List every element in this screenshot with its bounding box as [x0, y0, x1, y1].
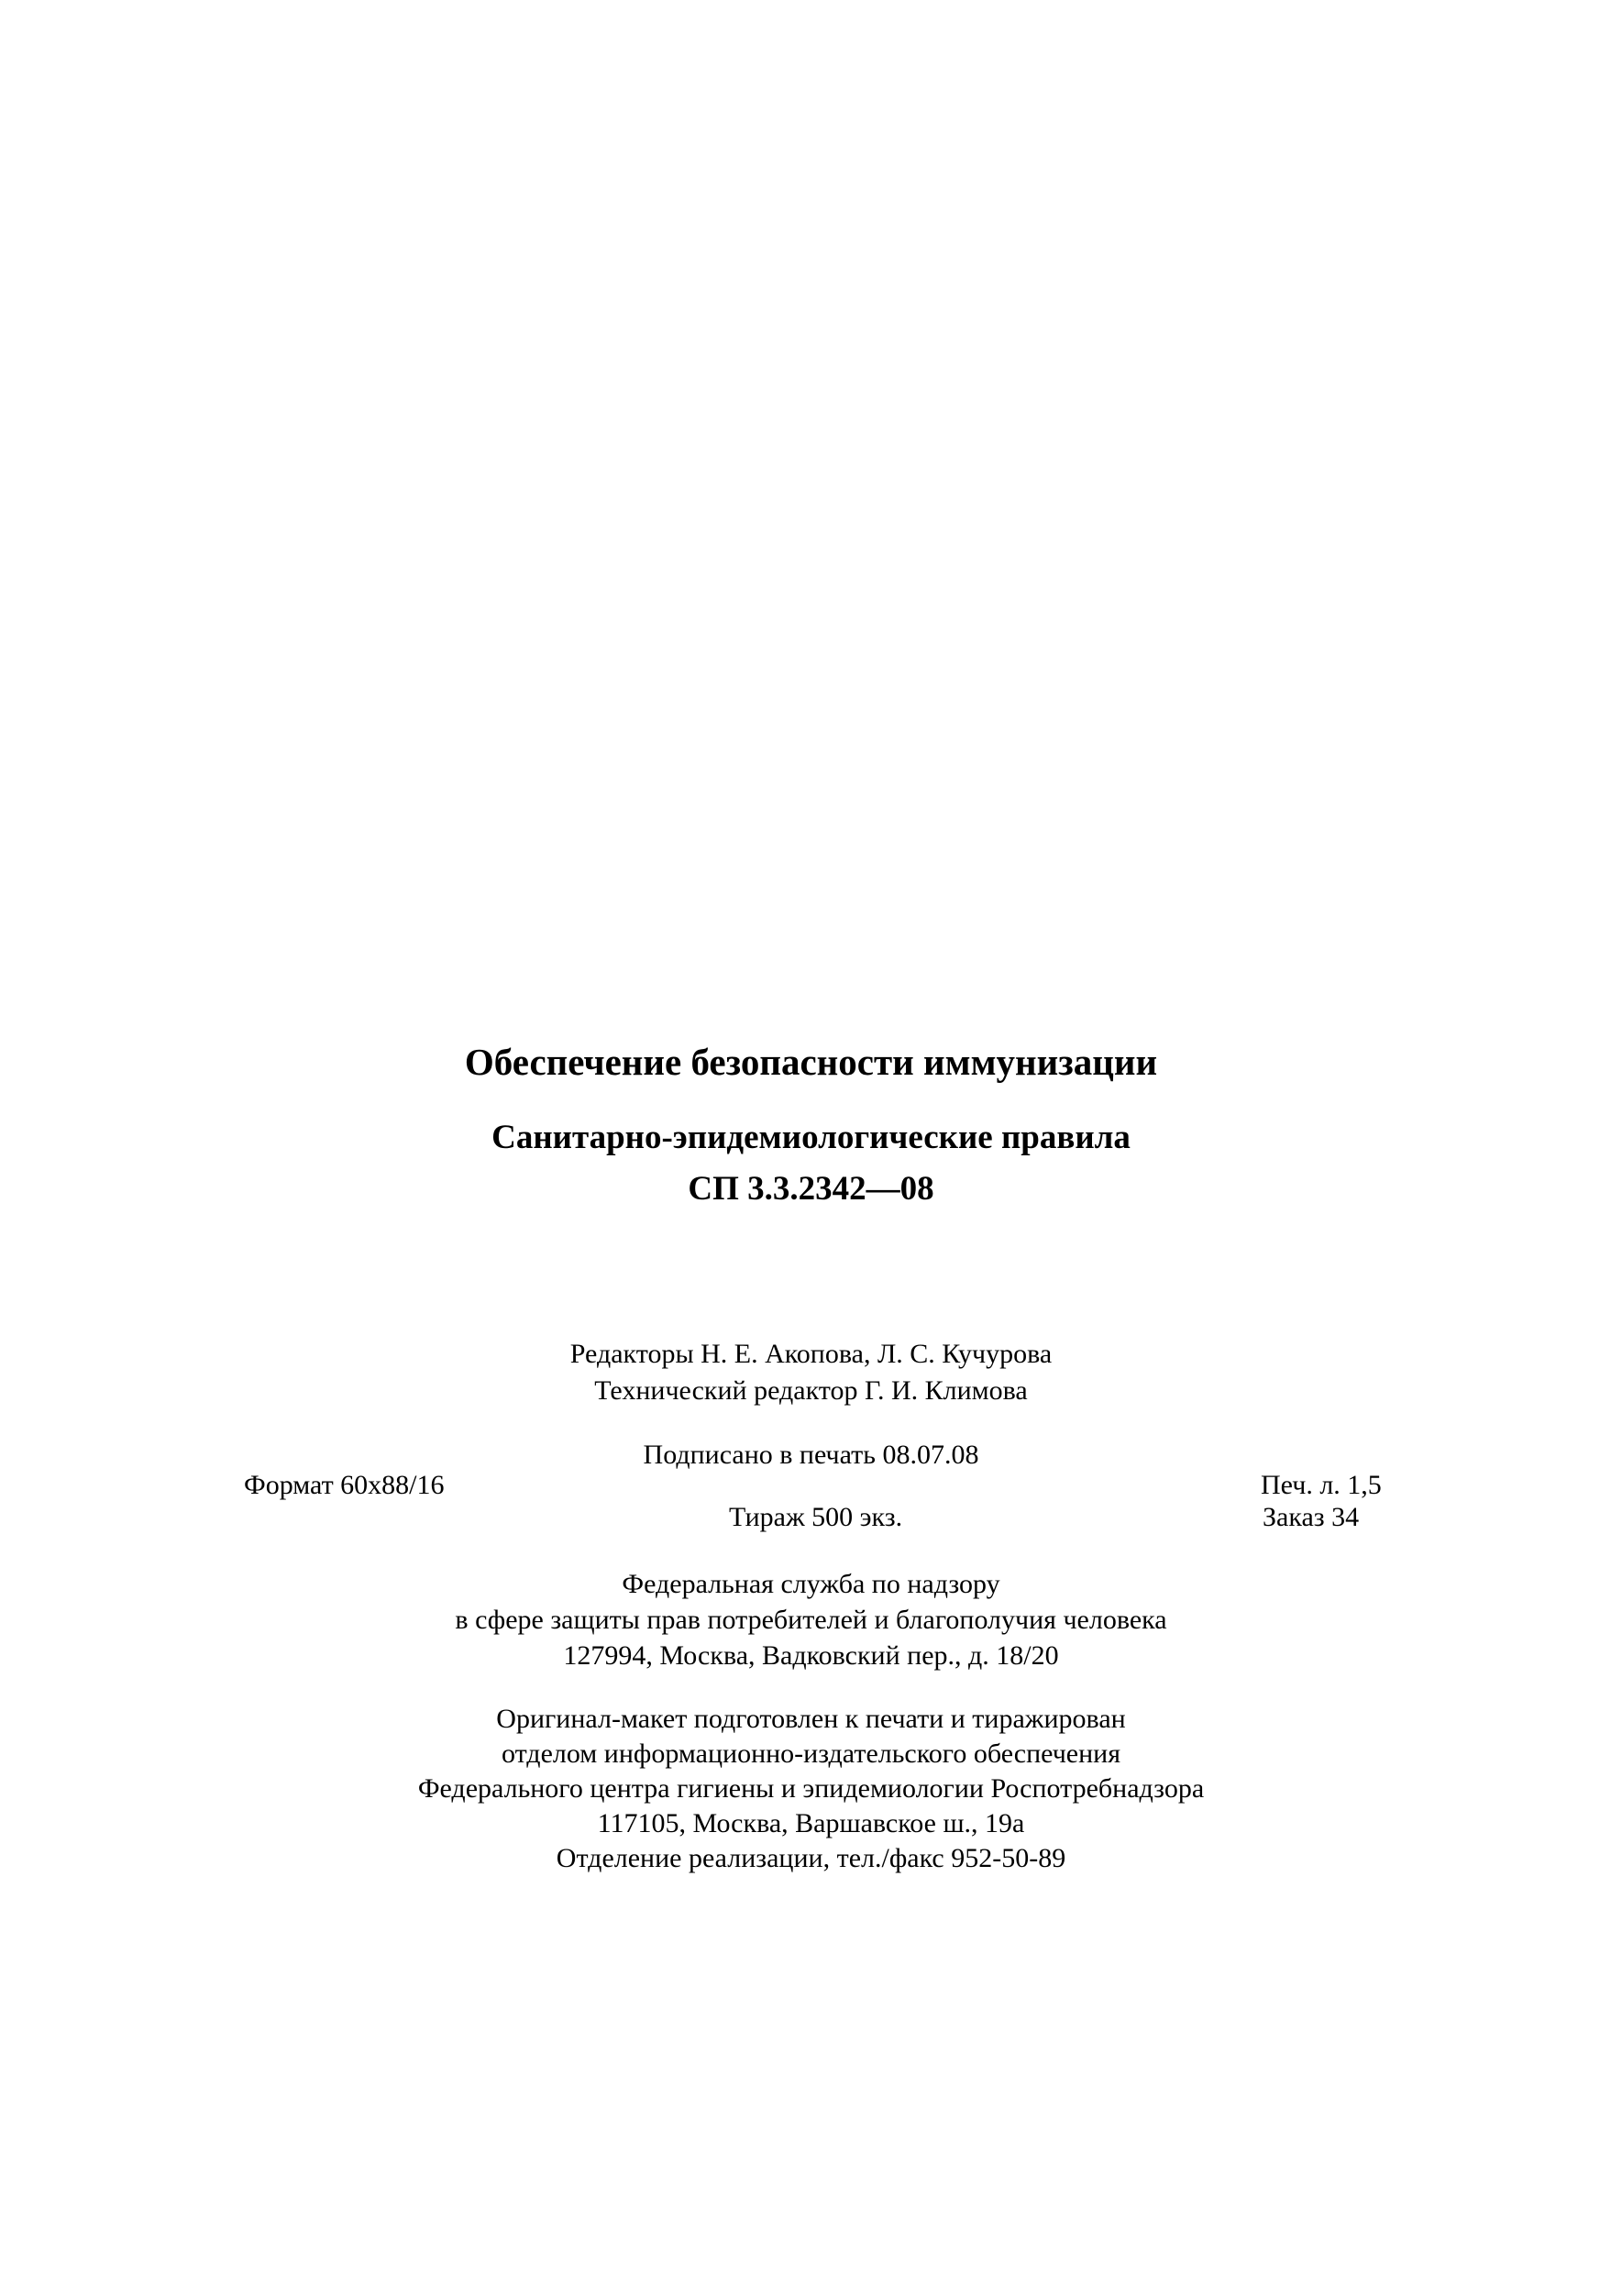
printer-address: 117105, Москва, Варшавское ш., 19а [597, 1808, 1025, 1838]
sales-department-contact: Отделение реализации, тел./факс 952-50-89 [556, 1843, 1066, 1873]
printer-line: отделом информационно-издательского обеспечения [501, 1739, 1121, 1769]
publisher-address: 127994, Москва, Вадковский пер., д. 18/20 [563, 1640, 1059, 1671]
order-number: Заказ 34 [1263, 1502, 1360, 1532]
editors-line: Редакторы Н. Е. Акопова, Л. С. Кучурова [569, 1339, 1053, 1369]
printer-line: Оригинал-макет подготовлен к печати и тиражирован [496, 1704, 1126, 1734]
publisher-line: в сфере защиты прав потребителей и благополучия человека [455, 1605, 1167, 1635]
signed-for-print: Подписано в печать 08.07.08 [643, 1440, 979, 1470]
document-subtitle: Санитарно-эпидемиологические правила [491, 1119, 1131, 1156]
printer-line: Федерального центра гигиены и эпидемиологии Роспотребнадзора [417, 1773, 1205, 1804]
publisher-line: Федеральная служба по надзору [622, 1569, 1000, 1599]
paper-format: Формат 60х88/16 [244, 1470, 445, 1500]
document-code: СП 3.3.2342—08 [688, 1170, 934, 1208]
document-title: Обеспечение безопасности иммунизации [464, 1041, 1158, 1083]
technical-editor-line: Технический редактор Г. И. Климова [594, 1375, 1028, 1406]
circulation: Тираж 500 экз. [729, 1502, 903, 1532]
printed-sheets: Печ. л. 1,5 [1261, 1470, 1382, 1500]
